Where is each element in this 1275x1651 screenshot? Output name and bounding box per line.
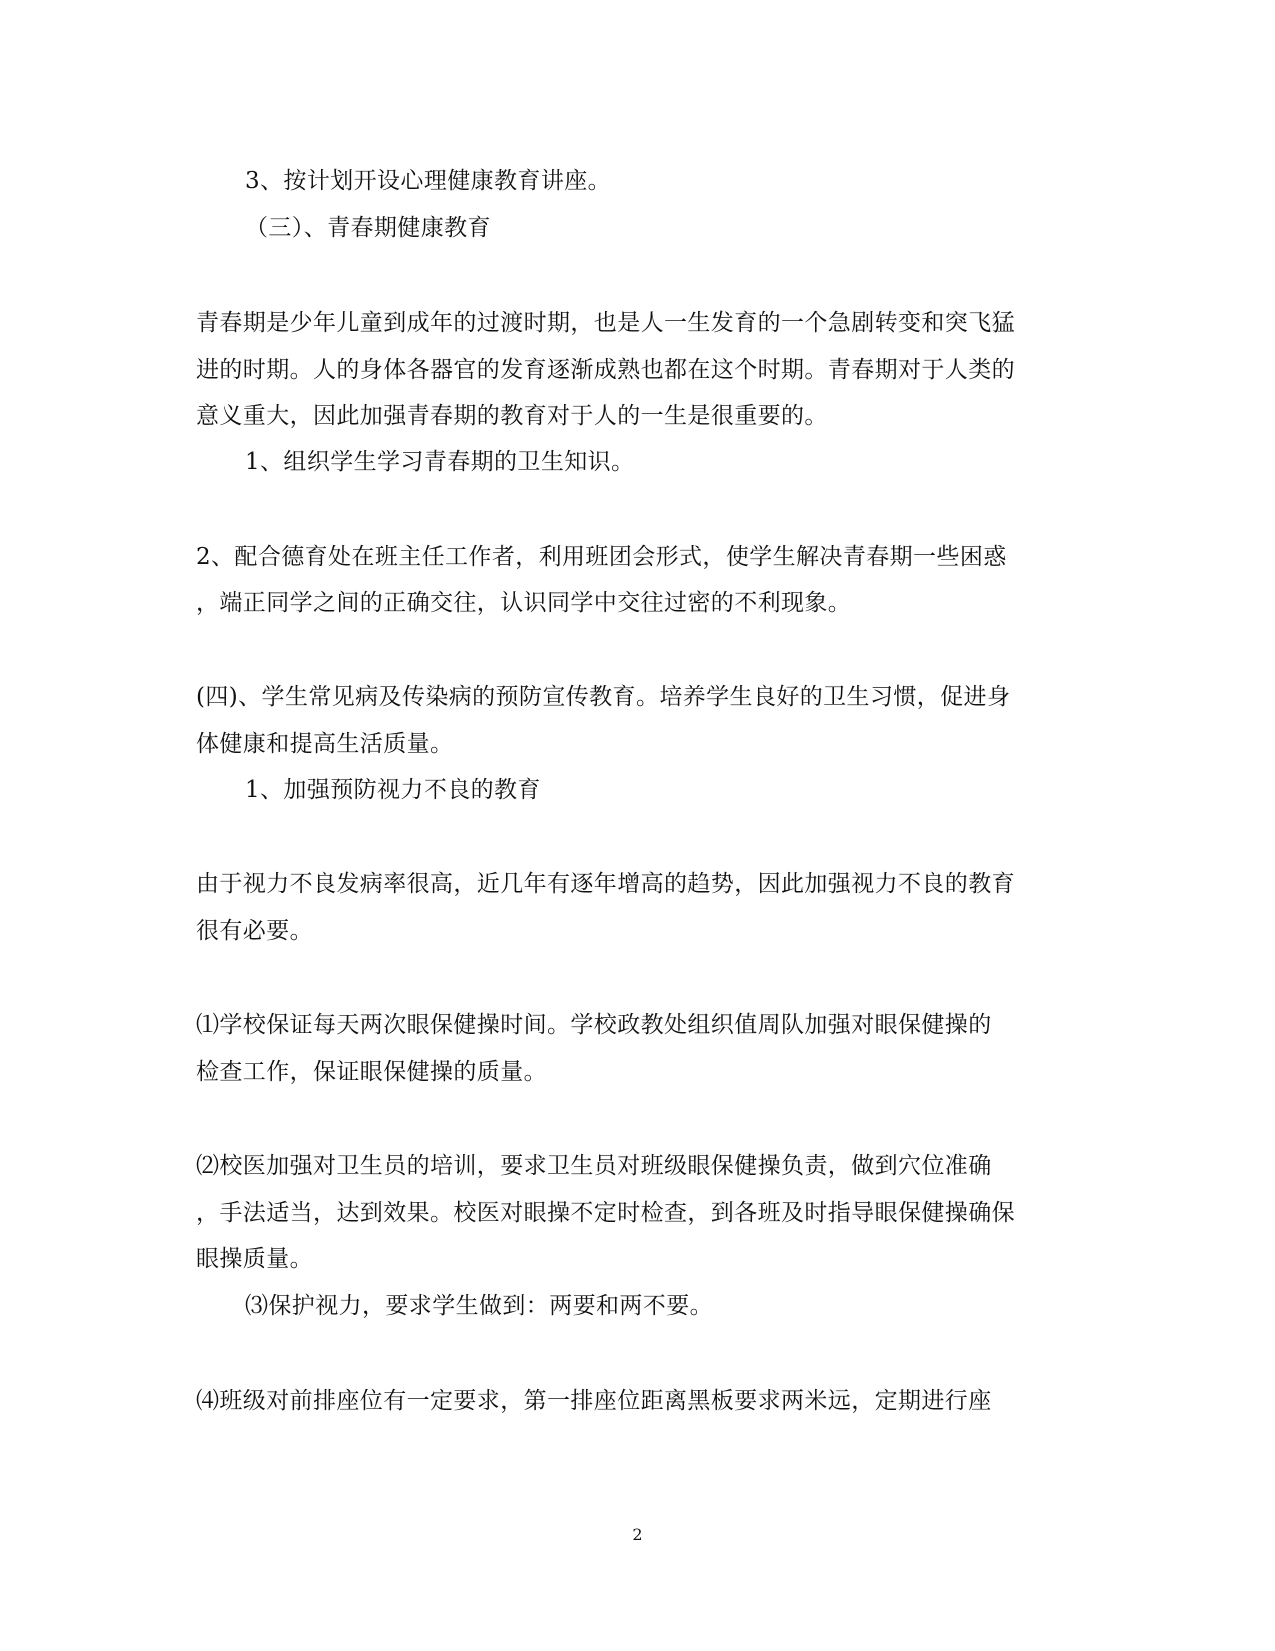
- text-line: ，端正同学之间的正确交往，认识同学中交往过密的不利现象。: [196, 590, 852, 616]
- text-line: 眼操质量。: [196, 1246, 313, 1272]
- section-heading: （三）、青春期健康教育: [245, 215, 491, 241]
- text-line: 由于视力不良发病率很高，近几年有逐年增高的趋势，因此加强视力不良的教育: [196, 871, 1015, 897]
- text-line: ⑵校医加强对卫生员的培训，要求卫生员对班级眼保健操负责，做到穴位准确: [196, 1153, 992, 1179]
- text-line: 体健康和提高生活质量。: [196, 731, 454, 757]
- text-line: 1、组织学生学习青春期的卫生知识。: [245, 449, 635, 475]
- text-line: 检查工作，保证眼保健操的质量。: [196, 1059, 547, 1085]
- text-line: ⑴学校保证每天两次眼保健操时间。学校政教处组织值周队加强对眼保健操的: [196, 1012, 992, 1038]
- text-line: ，手法适当，达到效果。校医对眼操不定时检查，到各班及时指导眼保健操确保: [196, 1200, 1015, 1226]
- text-line: 1、加强预防视力不良的教育: [245, 777, 541, 803]
- text-line: 很有必要。: [196, 918, 313, 944]
- text-line: 青春期是少年儿童到成年的过渡时期，也是人一生发育的一个急剧转变和突飞猛: [196, 310, 1015, 336]
- section-heading: (四)、学生常见病及传染病的预防宣传教育。培养学生良好的卫生习惯，促进身: [196, 684, 1011, 710]
- text-line: 3、按计划开设心理健康教育讲座。: [245, 168, 612, 194]
- text-line: 进的时期。人的身体各器官的发育逐渐成熟也都在这个时期。青春期对于人类的: [196, 357, 1015, 383]
- text-line: ⑶保护视力，要求学生做到：两要和两不要。: [245, 1293, 713, 1319]
- page-number: 2: [632, 1525, 643, 1544]
- text-line: ⑷班级对前排座位有一定要求，第一排座位距离黑板要求两米远，定期进行座: [196, 1388, 992, 1414]
- text-line: 意义重大，因此加强青春期的教育对于人的一生是很重要的。: [196, 403, 828, 429]
- text-line: 2、配合德育处在班主任工作者，利用班团会形式，使学生解决青春期一些困惑: [196, 544, 1007, 570]
